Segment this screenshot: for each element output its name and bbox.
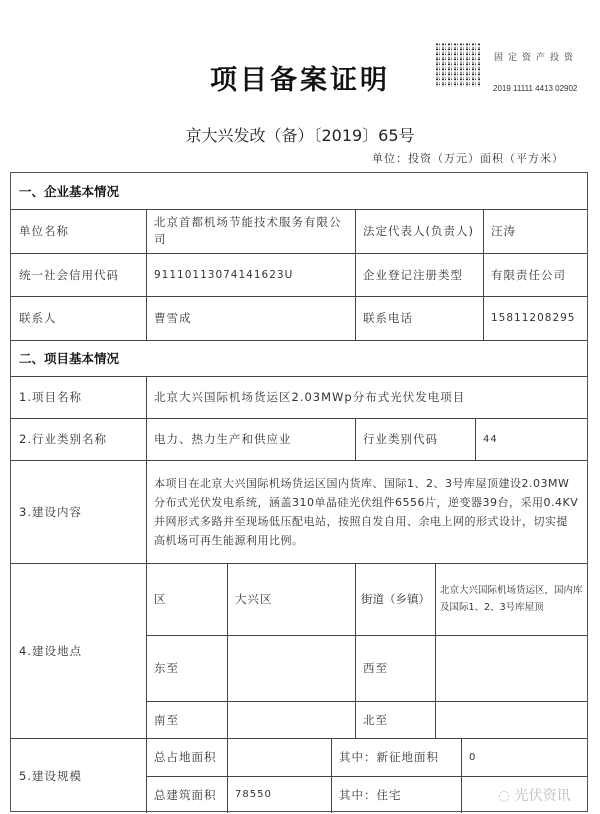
qr-label: 固定资产投资 (494, 53, 579, 63)
value-company-name: 北京首都机场节能技术服务有限公司 (154, 215, 342, 246)
value-west (435, 635, 587, 701)
value-industry: 电力、热力生产和供应业 (154, 432, 292, 446)
value-industry-code: 44 (483, 433, 498, 445)
label-district: 区 (154, 592, 167, 606)
document-number: 京大兴发改（备）〔2019〕65号 (185, 126, 415, 145)
label-industry: 2.行业类别名称 (19, 432, 107, 446)
unit-note: 单位：投资（万元）面积（平方米） (372, 152, 564, 165)
value-south (227, 701, 355, 738)
label-north: 北至 (363, 712, 388, 727)
label-west: 西至 (363, 661, 388, 675)
watermark: ◌ 光伏资讯 (498, 788, 571, 804)
qr-code-number: 2019 11111 4413 02902 (493, 84, 578, 93)
qr-code-image (436, 43, 481, 87)
label-east: 东至 (154, 661, 179, 675)
value-street: 北京大兴国际机场货运区，国内库及国际1、2、3号库屋顶 (440, 585, 583, 613)
label-new-land: 其中：新征地面积 (339, 750, 439, 764)
value-registration-type: 有限责任公司 (491, 267, 566, 282)
registration-table (10, 172, 588, 812)
label-registration-type: 企业登记注册类型 (363, 267, 463, 282)
label-project-name: 1.项目名称 (19, 390, 82, 404)
value-new-land: 0 (469, 751, 477, 763)
label-street: 街道（乡镇） (361, 592, 430, 606)
section1-heading: 一、企业基本情况 (19, 184, 120, 199)
value-contact: 曹雪成 (154, 311, 192, 325)
value-legal-rep: 汪涛 (491, 224, 516, 238)
label-credit-code: 统一社会信用代码 (19, 267, 119, 282)
label-company-name: 单位名称 (19, 224, 69, 238)
value-building-area: 78550 (235, 789, 272, 800)
section2-heading: 二、项目基本情况 (19, 351, 120, 366)
value-project-name: 北京大兴国际机场货运区2.03MWp分布式光伏发电项目 (154, 390, 466, 404)
wechat-icon: ◌ (498, 788, 515, 804)
label-industry-code: 行业类别代码 (363, 432, 438, 446)
value-phone: 15811208295 (491, 312, 576, 324)
value-district: 大兴区 (235, 592, 273, 606)
value-land-area (227, 738, 331, 776)
label-residential: 其中：住宅 (339, 787, 402, 802)
label-building-area: 总建筑面积 (154, 787, 217, 802)
value-content: 本项目在北京大兴国际机场货运区国内货库、国际1、2、3号库屋顶建设2.03MW分布式光伏发电系统，涵盖310单晶硅光伏组件6556片，逆变器39台，采用0.4KV并网形式多路并至现场低压配电站，按照自发自用、余电上网的形式设计，切实提高机场可再生能源利用比例。 (154, 477, 579, 547)
document-title: 项目备案证明 (210, 65, 390, 96)
label-south: 南至 (154, 712, 179, 727)
label-legal-rep: 法定代表人(负责人) (363, 224, 474, 238)
label-contact: 联系人 (19, 311, 57, 325)
value-credit-code: 91110113074141623U (154, 268, 294, 281)
label-content: 3.建设内容 (19, 505, 82, 519)
label-land-area: 总占地面积 (154, 750, 217, 764)
label-phone: 联系电话 (363, 311, 413, 325)
label-scale: 5.建设规模 (19, 768, 82, 783)
value-east (227, 635, 355, 701)
value-north (435, 701, 587, 738)
label-location: 4.建设地点 (19, 643, 82, 658)
